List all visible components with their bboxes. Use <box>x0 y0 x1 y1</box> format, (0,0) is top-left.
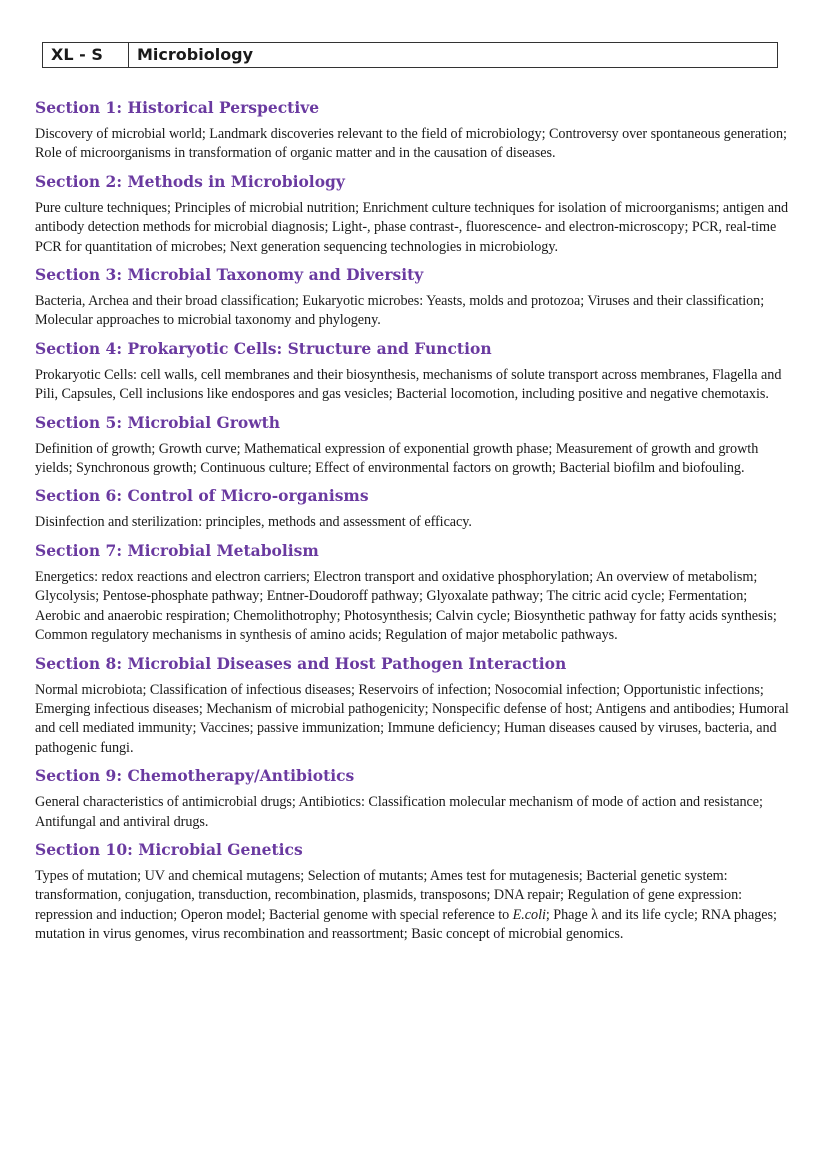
section-body: Prokaryotic Cells: cell walls, cell membranes and their biosynthesis, mechanisms of solute transport across membranes, Flagella and Pili, Capsules, Cell inclusions like endospores and gas vesicles; Bacterial locomotion, including positive and negative chemotaxis. <box>35 366 782 403</box>
section-microbial-diseases <box>35 654 793 759</box>
body-text-before: Types of mutation; UV and chemical mutagens; Selection of mutants; Ames test for mutagenesis; Bacterial genetic system: transformation, conjugation, transduction, recombination, plasmids, transposons; DNA repair; Regulation of gene expression: repression and induction; Operon model; Bacterial genome with special reference to <box>35 867 743 923</box>
section-body: General characteristics of antimicrobial drugs; Antibiotics: Classification molecular mechanism of mode of action and resistance; Antifungal and antiviral drugs. <box>35 794 763 830</box>
section-microbial-taxonomy <box>35 265 793 331</box>
body-text-after: ; Phage λ and its life cycle; RNA phages; mutation in virus genomes, virus recombination and reassortment; Basic concept of microbial genomics. <box>35 906 777 943</box>
section-heading: Section 3: Microbial Taxonomy and Diversity <box>35 265 424 285</box>
subject-title: Microbiology <box>137 45 254 64</box>
section-body: Normal microbiota; Classification of infectious diseases; Reservoirs of infection; Nosocomial infection; Opportunistic infections; Emerging infectious diseases; Mechanism of microbial pathogenicity; Nonspecific defense of host; Antigens and antibodies; Humoral and cell mediated immunity; Vaccines; passive immunization; Immune deficiency; Human diseases caused by viruses, bacteria, and pathogenic fungi. <box>35 681 789 756</box>
section-historical-perspective <box>35 98 793 164</box>
section-methods-in-microbiology <box>35 172 793 257</box>
section-heading: Section 9: Chemotherapy/Antibiotics <box>35 766 355 786</box>
section-body: Pure culture techniques; Principles of microbial nutrition; Enrichment culture techniques for isolation of microorganisms; antigen and antibody detection methods for microbial diagnosis; Light-, phase contrast-, fluorescence- and electron-microscopy; PCR, real-time PCR for quantitation of microbes; Next generation sequencing technologies in microbiology. <box>35 199 789 255</box>
section-heading: Section 8: Microbial Diseases and Host Pathogen Interaction <box>35 653 567 673</box>
section-body: Energetics: redox reactions and electron carriers; Electron transport and oxidative phosphorylation; An overview of metabolism; Glycolysis; Pentose-phosphate pathway; Entner-Doudoroff pathway; Glyoxalate pathway; The citric acid cycle; Fermentation; Aerobic and anaerobic respiration; Chemolithotrophy; Photosynthesis; Calvin cycle; Biosynthetic pathway for fatty acids synthesis; Common regulatory mechanisms in synthesis of amino acids; Regulation of major metabolic pathways. <box>35 568 777 644</box>
section-heading: Section 7: Microbial Metabolism <box>35 540 319 560</box>
section-heading: Section 10: Microbial Genetics <box>35 839 303 859</box>
section-heading: Section 5: Microbial Growth <box>35 412 281 432</box>
syllabus-sections <box>35 98 793 953</box>
section-heading: Section 1: Historical Perspective <box>35 98 320 117</box>
section-microbial-metabolism <box>35 541 793 646</box>
section-body: Definition of growth; Growth curve; Mathematical expression of exponential growth phase; Measurement of growth and growth yields; Synchronous growth; Continuous culture; Effect of environmental factors on growth; Bacterial biofilm and biofouling. <box>35 440 759 477</box>
section-heading: Section 6: Control of Micro-organisms <box>35 486 369 506</box>
section-microbial-genetics <box>35 840 793 945</box>
section-chemotherapy-antibiotics <box>35 766 793 832</box>
paper-code: XL - S <box>43 43 129 67</box>
section-control-of-micro-organisms <box>35 486 793 532</box>
syllabus-header-table <box>42 42 778 68</box>
section-heading: Section 2: Methods in Microbiology <box>35 171 345 191</box>
section-prokaryotic-cells <box>35 339 793 405</box>
section-microbial-growth <box>35 413 793 479</box>
section-heading: Section 4: Prokaryotic Cells: Structure and Function <box>35 338 492 358</box>
section-body <box>35 867 793 945</box>
section-body: Bacteria, Archea and their broad classification; Eukaryotic microbes: Yeasts, molds and protozoa; Viruses and their classification; Molecular approaches to microbial taxonomy and phylogeny. <box>35 293 765 329</box>
organism-name-italic: E.coli <box>512 906 546 923</box>
section-body: Disinfection and sterilization: principles, methods and assessment of efficacy. <box>35 514 472 531</box>
section-body: Discovery of microbial world; Landmark discoveries relevant to the field of microbiology; Controversy over spontaneous generation; Role of microorganisms in transformation of organic matter and in the causation of diseases. <box>35 126 787 162</box>
